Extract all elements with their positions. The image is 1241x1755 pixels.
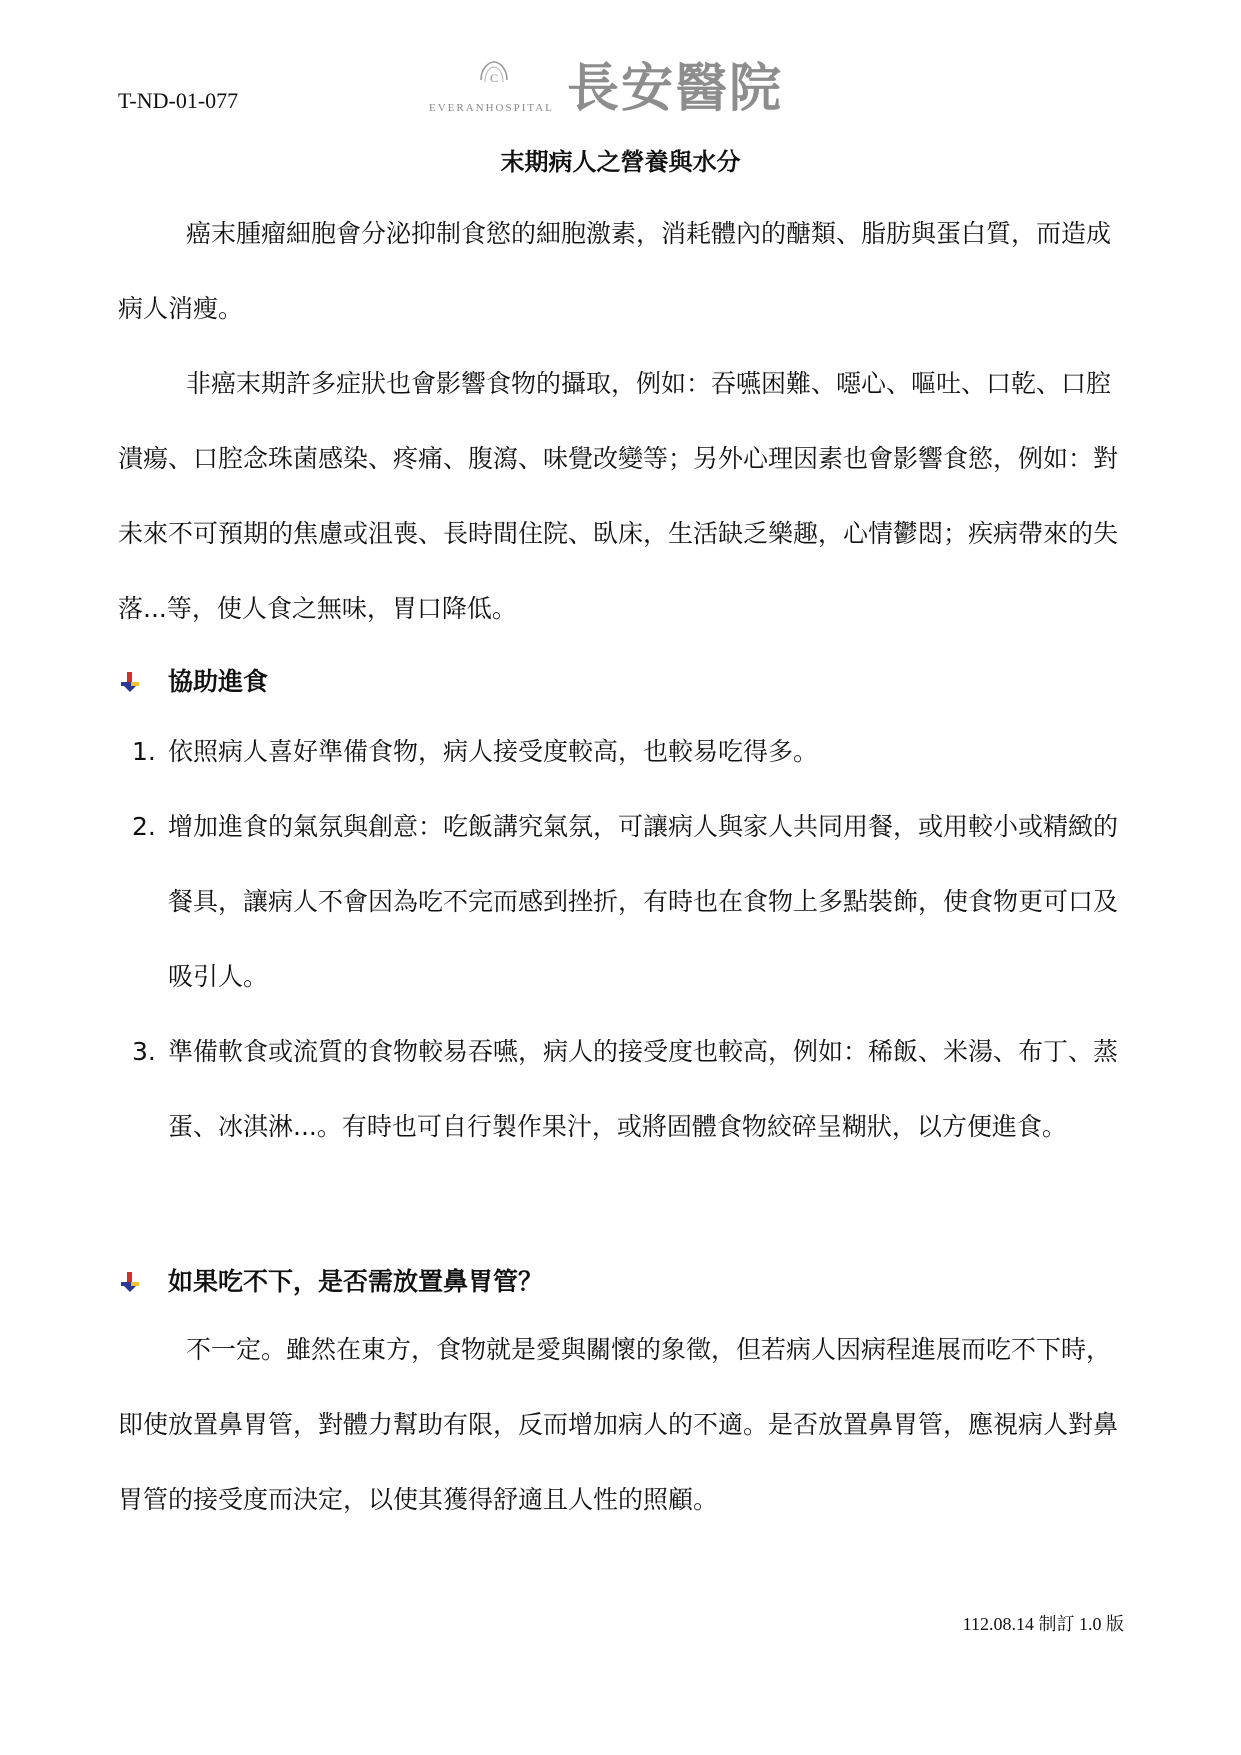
list-text: 增加進食的氣氛與創意：吃飯講究氣氛，可讓病人與家人共同用餐，或用較小或精緻的餐具，讓病人不會因為吃不完而感到挫折，有時也在食物上多點裝飾，使食物更可口及吸引人。	[168, 812, 1119, 991]
nasogastric-paragraph: 不一定。雖然在東方，食物就是愛與關懷的象徵，但若病人因病程進展而吃不下時，即使放置鼻胃管，對體力幫助有限，反而增加病人的不適。是否放置鼻胃管，應視病人對鼻胃管的接受度而決定，以使其獲得舒適且人性的照顧。	[118, 1335, 1119, 1514]
intro-paragraph-2: 非癌末期許多症狀也會影響食物的攝取，例如：吞嚥困難、噁心、嘔吐、口乾、口腔潰瘍、口腔念珠菌感染、疼痛、腹瀉、味覺改變等；另外心理因素也會影響食慾，例如：對未來不可預期的焦慮或沮喪、長時間住院、臥床，生活缺乏樂趣，心情鬱悶；疾病帶來的失落...等，使人食之無味，胃口降低。	[118, 369, 1119, 623]
list-number: 3.	[132, 1037, 156, 1066]
section-heading: 協助進食	[168, 667, 269, 696]
hospital-emblem-icon	[477, 58, 511, 92]
list-number: 1.	[132, 737, 156, 766]
arrow-bullet-icon	[118, 1270, 142, 1294]
logo-english-name: EVERANHOSPITAL	[429, 102, 554, 114]
section-heading: 如果吃不下，是否需放置鼻胃管？	[168, 1267, 544, 1296]
logo-monogram: C	[489, 71, 499, 85]
list-item-1	[118, 714, 1118, 789]
logo-chinese-name: 長安醫院	[567, 59, 784, 119]
document-code: T-ND-01-077	[118, 88, 239, 113]
list-item-2	[118, 789, 1118, 1014]
list-item-3	[118, 1014, 1118, 1239]
page-title: 末期病人之營養與水分	[500, 148, 741, 176]
revision-note: 112.08.14 制訂 1.0 版	[962, 1614, 1124, 1634]
hospital-logo	[425, 56, 835, 120]
list-text: 準備軟食或流質的食物較易吞嚥，病人的接受度也較高，例如：稀飯、米湯、布丁、蒸蛋、冰淇淋...。有時也可自行製作果汁，或將固體食物絞碎呈糊狀，以方便進食。	[168, 1037, 1119, 1141]
list-text: 依照病人喜好準備食物，病人接受度較高，也較易吃得多。	[168, 737, 819, 766]
arrow-bullet-icon	[118, 670, 142, 694]
list-number: 2.	[132, 812, 156, 841]
intro-paragraph-1: 癌末腫瘤細胞會分泌抑制食慾的細胞激素，消耗體內的醣類、脂肪與蛋白質，而造成病人消瘦。	[118, 219, 1112, 323]
